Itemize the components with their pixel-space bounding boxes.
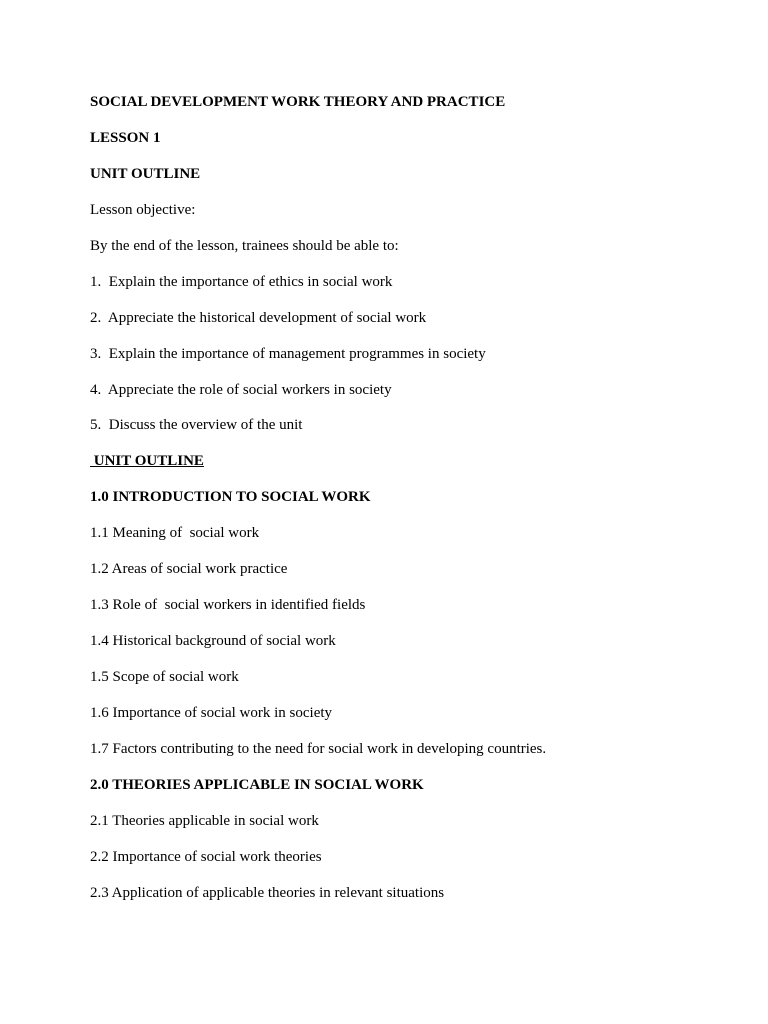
section-1-item: 1.6 Importance of social work in society	[90, 705, 333, 721]
objectives-intro: By the end of the lesson, trainees should be able to:	[90, 238, 399, 254]
objective-label: Lesson objective:	[90, 202, 196, 218]
objective-item: 3. Explain the importance of management programmes in society	[90, 346, 486, 362]
objective-item: 2. Appreciate the historical development of social work	[90, 310, 427, 326]
section-1-item: 1.5 Scope of social work	[90, 669, 239, 685]
document-title: SOCIAL DEVELOPMENT WORK THEORY AND PRACTICE	[90, 94, 506, 110]
section-2-heading: 2.0 THEORIES APPLICABLE IN SOCIAL WORK	[90, 777, 424, 793]
section-1-item: 1.1 Meaning of social work	[90, 525, 260, 541]
unit-outline-subheading: UNIT OUTLINE	[90, 453, 204, 469]
section-1-item: 1.3 Role of social workers in identified fields	[90, 597, 366, 613]
section-1-heading: 1.0 INTRODUCTION TO SOCIAL WORK	[90, 489, 371, 505]
section-2-item: 2.2 Importance of social work theories	[90, 849, 322, 865]
unit-outline-heading: UNIT OUTLINE	[90, 166, 201, 182]
section-2-item: 2.3 Application of applicable theories in relevant situations	[90, 885, 445, 901]
objective-item: 5. Discuss the overview of the unit	[90, 417, 303, 433]
section-1-item: 1.2 Areas of social work practice	[90, 561, 288, 577]
section-1-item: 1.7 Factors contributing to the need for social work in developing countries.	[90, 741, 547, 757]
objective-item: 1. Explain the importance of ethics in social work	[90, 274, 393, 290]
lesson-heading: LESSON 1	[90, 130, 161, 146]
objective-item: 4. Appreciate the role of social workers in society	[90, 382, 392, 398]
section-2-item: 2.1 Theories applicable in social work	[90, 813, 319, 829]
section-1-item: 1.4 Historical background of social work	[90, 633, 336, 649]
